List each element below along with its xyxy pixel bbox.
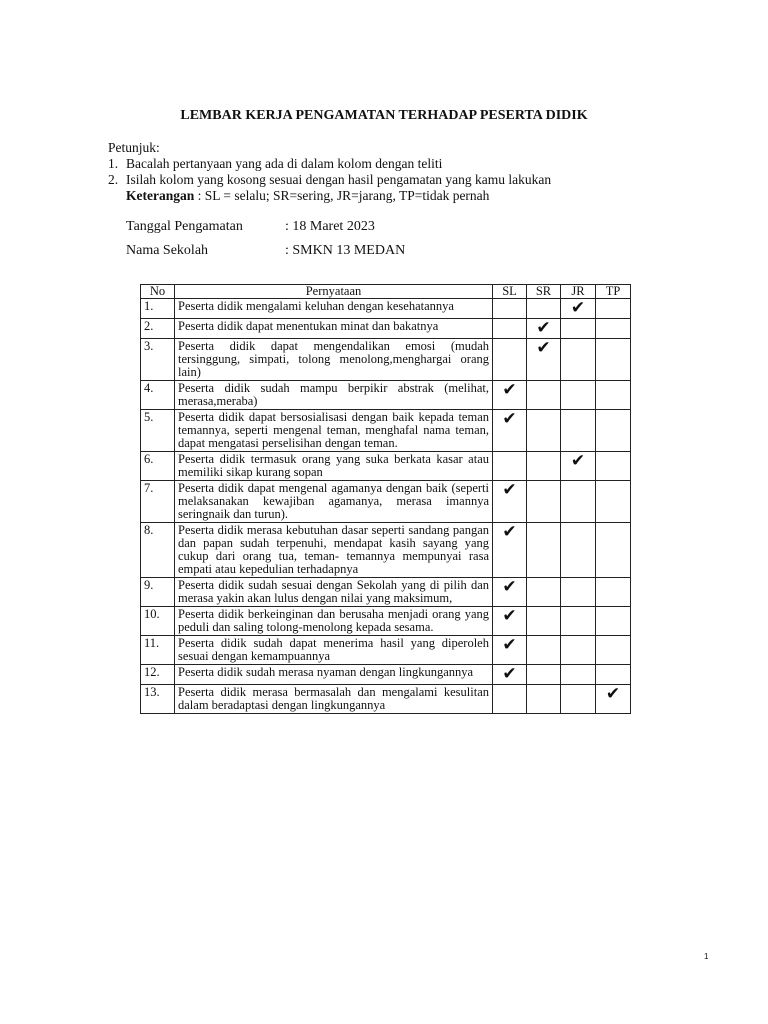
- cell-tp: [596, 636, 631, 665]
- row-statement: Peserta didik dapat mengenal agamanya dengan baik (seperti melaksanakan kewajiban agamanya, merasa imannya seringnaik dan turun).: [175, 481, 493, 523]
- header-sl: SL: [493, 285, 527, 299]
- row-number: 6.: [141, 452, 175, 481]
- checkmark-icon: ✔: [536, 318, 551, 338]
- header-no: No: [141, 285, 175, 299]
- cell-tp: [596, 339, 631, 381]
- row-number: 8.: [141, 523, 175, 578]
- observation-table: [140, 284, 631, 714]
- cell-sl: [493, 578, 527, 607]
- checkmark-icon: ✔: [502, 380, 517, 400]
- row-statement: Peserta didik dapat mengendalikan emosi (mudah tersinggung, simpati, tolong menolong,menghargai orang lain): [175, 339, 493, 381]
- table-row: [141, 299, 631, 319]
- cell-sl: [493, 685, 527, 714]
- cell-sr: [527, 607, 561, 636]
- cell-jr: [561, 339, 596, 381]
- cell-sl: [493, 299, 527, 319]
- cell-sl: [493, 410, 527, 452]
- row-number: 12.: [141, 665, 175, 685]
- cell-jr: [561, 481, 596, 523]
- table-row: [141, 319, 631, 339]
- page-number: 1: [704, 952, 709, 961]
- cell-sr: [527, 410, 561, 452]
- row-number: 13.: [141, 685, 175, 714]
- row-number: 5.: [141, 410, 175, 452]
- checkmark-icon: ✔: [502, 606, 517, 626]
- school-value: : SMKN 13 MEDAN: [285, 243, 406, 258]
- table-row: [141, 481, 631, 523]
- row-statement: Peserta didik mengalami keluhan dengan kesehatannya: [175, 299, 493, 319]
- checkmark-icon: ✔: [502, 664, 517, 684]
- cell-sl: [493, 607, 527, 636]
- legend-text: : SL = selalu; SR=sering, JR=jarang, TP=tidak pernah: [194, 188, 490, 203]
- instruction-num-2: 2.: [108, 172, 119, 187]
- cell-jr: [561, 636, 596, 665]
- cell-sl: [493, 481, 527, 523]
- cell-tp: [596, 481, 631, 523]
- header-sr: SR: [527, 285, 561, 299]
- table-row: [141, 410, 631, 452]
- row-statement: Peserta didik sudah sesuai dengan Sekolah yang di pilih dan merasa yakin akan lulus dengan nilai yang maksimum,: [175, 578, 493, 607]
- table-row: [141, 578, 631, 607]
- cell-sr: [527, 665, 561, 685]
- cell-sr: [527, 299, 561, 319]
- cell-sl: [493, 452, 527, 481]
- table-row: [141, 381, 631, 410]
- row-statement: Peserta didik sudah merasa nyaman dengan lingkungannya: [175, 665, 493, 685]
- cell-tp: [596, 452, 631, 481]
- row-statement: Peserta didik dapat bersosialisasi dengan baik kepada teman temannya, seperti mengenal teman, menghafal nama teman, dapat mengatasi perselisihan dengan teman.: [175, 410, 493, 452]
- header-tp: TP: [596, 285, 631, 299]
- cell-sl: [493, 665, 527, 685]
- instruction-text-2: Isilah kolom yang kosong sesuai dengan hasil pengamatan yang kamu lakukan: [126, 172, 552, 187]
- instruction-text-1: Bacalah pertanyaan yang ada di dalam kolom dengan teliti: [126, 156, 443, 171]
- cell-jr: [561, 410, 596, 452]
- cell-jr: [561, 578, 596, 607]
- cell-sr: [527, 339, 561, 381]
- row-statement: Peserta didik merasa bermasalah dan mengalami kesulitan dalam beradaptasi dengan lingkungannya: [175, 685, 493, 714]
- table-row: [141, 452, 631, 481]
- row-statement: Peserta didik dapat menentukan minat dan bakatnya: [175, 319, 493, 339]
- cell-jr: [561, 665, 596, 685]
- row-number: 2.: [141, 319, 175, 339]
- checkmark-icon: ✔: [605, 684, 621, 704]
- row-number: 7.: [141, 481, 175, 523]
- cell-sr: [527, 578, 561, 607]
- table-row: [141, 636, 631, 665]
- table-header-row: [141, 285, 631, 299]
- checkmark-icon: ✔: [536, 338, 551, 358]
- legend-note: [126, 188, 489, 204]
- table-row: [141, 607, 631, 636]
- checkmark-icon: ✔: [570, 298, 586, 318]
- row-statement: Peserta didik termasuk orang yang suka berkata kasar atau memiliki sikap kurang sopan: [175, 452, 493, 481]
- legend-label: Keterangan: [126, 188, 195, 203]
- instructions-heading: Petunjuk:: [108, 140, 160, 155]
- instruction-num-1: 1.: [108, 156, 119, 171]
- cell-sr: [527, 319, 561, 339]
- row-number: 11.: [141, 636, 175, 665]
- cell-sl: [493, 381, 527, 410]
- cell-sr: [527, 523, 561, 578]
- checkmark-icon: ✔: [502, 480, 517, 500]
- cell-jr: [561, 523, 596, 578]
- cell-tp: [596, 319, 631, 339]
- cell-sr: [527, 481, 561, 523]
- header-statement: Pernyataan: [175, 285, 493, 299]
- cell-tp: [596, 523, 631, 578]
- row-number: 10.: [141, 607, 175, 636]
- page-title: LEMBAR KERJA PENGAMATAN TERHADAP PESERTA DIDIK: [180, 108, 588, 123]
- cell-tp: [596, 299, 631, 319]
- cell-sr: [527, 452, 561, 481]
- cell-jr: [561, 299, 596, 319]
- cell-tp: [596, 607, 631, 636]
- row-statement: Peserta didik sudah mampu berpikir abstrak (melihat, merasa,meraba): [175, 381, 493, 410]
- header-jr: JR: [561, 285, 596, 299]
- cell-jr: [561, 685, 596, 714]
- cell-jr: [561, 452, 596, 481]
- cell-tp: [596, 410, 631, 452]
- cell-jr: [561, 319, 596, 339]
- cell-jr: [561, 607, 596, 636]
- cell-tp: [596, 685, 631, 714]
- school-label: Nama Sekolah: [126, 243, 209, 258]
- checkmark-icon: ✔: [570, 451, 586, 471]
- table-row: [141, 339, 631, 381]
- row-statement: Peserta didik merasa kebutuhan dasar seperti sandang pangan dan papan sudah terpenuhi, mendapat kasih sayang yang cukup dari orang tua, teman- temannya mempunyai rasa empati atau kepedulian terhadapnya: [175, 523, 493, 578]
- cell-jr: [561, 381, 596, 410]
- cell-sl: [493, 339, 527, 381]
- table-row: [141, 685, 631, 714]
- cell-tp: [596, 381, 631, 410]
- row-number: 3.: [141, 339, 175, 381]
- row-statement: Peserta didik berkeinginan dan berusaha menjadi orang yang peduli dan saling tolong-menolong kepada sesama.: [175, 607, 493, 636]
- table-row: [141, 665, 631, 685]
- cell-sr: [527, 381, 561, 410]
- cell-sr: [527, 685, 561, 714]
- cell-sl: [493, 523, 527, 578]
- checkmark-icon: ✔: [502, 409, 517, 429]
- cell-sl: [493, 319, 527, 339]
- checkmark-icon: ✔: [502, 635, 517, 655]
- date-label: Tanggal Pengamatan: [126, 219, 243, 234]
- row-statement: Peserta didik sudah dapat menerima hasil yang diperoleh sesuai dengan kemampuannya: [175, 636, 493, 665]
- cell-tp: [596, 578, 631, 607]
- cell-sr: [527, 636, 561, 665]
- row-number: 4.: [141, 381, 175, 410]
- cell-tp: [596, 665, 631, 685]
- checkmark-icon: ✔: [502, 577, 517, 597]
- row-number: 1.: [141, 299, 175, 319]
- table-row: [141, 523, 631, 578]
- date-value: : 18 Maret 2023: [285, 219, 375, 234]
- checkmark-icon: ✔: [502, 522, 517, 542]
- cell-sl: [493, 636, 527, 665]
- row-number: 9.: [141, 578, 175, 607]
